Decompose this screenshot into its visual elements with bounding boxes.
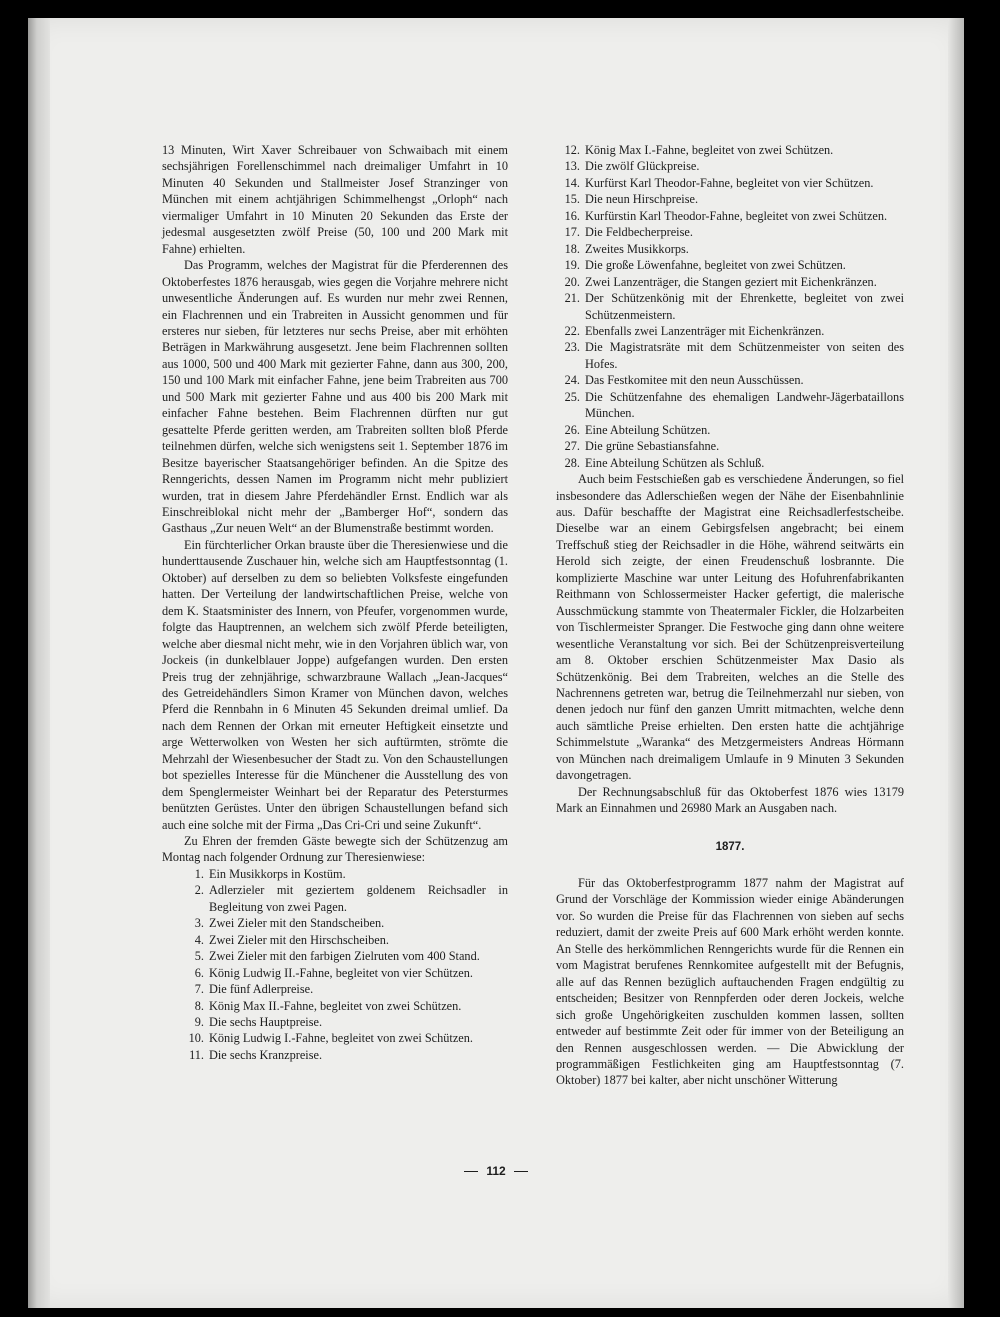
footer-dash-left <box>464 1171 478 1172</box>
list-item: 19. Die große Löwenfahne, begleitet von zwei Schützen. <box>564 258 846 273</box>
list-item: 21. Der Schützenkönig mit der Ehrenkette, begleitet von zwei Schützenmeistern. <box>564 291 904 322</box>
list-item: 27. Die grüne Sebastiansfahne. <box>564 439 720 454</box>
page-binding-edge <box>28 18 50 1308</box>
list-item: 23. Die Magistratsräte mit dem Schützenmeister von seiten des Hofes. <box>564 340 904 371</box>
paragraph: Das Programm, welches der Magistrat für die Pferderennen des Oktoberfestes 1876 herausgab, wies gegen die Vorjahre mehrere nicht unwesentliche Änderungen auf. Es wurden nur mehr zwei Rennen, ein Flachrennen und ein Trabreiten in Aussicht genommen und für ersteres nur sieben, für letzteres nur sechs Preise, aber mit erhöhten Beträgen in Markwährung ausgesetzt. Jene beim Flachrennen sollten aus 1000, 500 und 400 Mark mit gezierter Fahne, dann aus 300, 200, 150 und 100 Mark mit einfacher Fahne, jene beim Trabreiten aus 700 und 500 Mark mit gezierter Fahne und aus 400 bis 200 Mark mit einfacher Fahne bestehen. Beim Flachrennen dürften nur gut gesattelte Pferde geritten werden, am Trabreiten sollten bloß Pferde teilnehmen dürfen, welche sich wenigstens seit 1. September 1876 im Besitze bayerischer Staatsangehöriger befinden. An die Spitze des Renngerichts, dessen Namen im Programm nicht mehr publiziert wurden, trat in diesem Jahre Pferdehändler Ernst. Endlich war als Einschreiblokal nicht mehr der „Bamberger Hof“, sondern das Gasthaus „Zur neuen Welt“ an der Blumenstraße bestimmt worden. <box>162 258 508 536</box>
page-outer-edge <box>948 18 964 1308</box>
list-item: 8. König Max II.-Fahne, begleitet von zwei Schützen. <box>194 998 462 1013</box>
list-item: 18. Zweites Musikkorps. <box>564 241 689 256</box>
list-item: 15. Die neun Hirschpreise. <box>564 192 699 207</box>
list-item: 4. Zwei Zieler mit den Hirschscheiben. <box>194 932 389 947</box>
list-item: 16. Kurfürstin Karl Theodor-Fahne, begleitet von zwei Schützen. <box>564 208 888 223</box>
section-heading: 1877. <box>715 840 745 853</box>
paragraph: Auch beim Festschießen gab es verschiedene Änderungen, so fiel insbesondere das Adlerschießen wegen der Nähe der Eisenbahnlinie aus. Dafür beschaffte der Magistrat eine Reichsadlerfestscheibe. Dieselbe war an einem Gebirgsfelsen angebracht; bei einem Treffschuß stieg der Reichsadler in die Höhe, während seitwärts ein Herold sich zeigte, der einen Freudenschuß losbrannte. Die komplizierte Maschine war unter Leitung des Hofuhrenfabrikanten Reithmann von Schlossermeister Hacker gefertigt, die malerische Ausschmückung stammte von Theatermaler Fickler, die Holzarbeiten von Tischlermeister Spranger. Die Festwoche ging dann ohne weitere wesentliche Veranstaltung vor sich. Bei der Schützenpreisverteilung am 8. Oktober erschien Schützenmeister Max Dasio als Schützenkönig. Bei dem Trabreiten, welches an die Stelle des Nachrennens getreten war, betrug die Teilnehmerzahl nur sieben, von denen jedoch nur fünf den ganzen Umritt mitmachten, welche denn auch sämtliche Preise erhielten. Den ersten hatte die achtjährige Schimmelstute „Waranka“ des Metzgermeisters Andreas Hörmann von München nach dreimaligem Umlaufe in 9 Minuten 3 Sekunden davongetragen. <box>556 472 904 783</box>
procession-list <box>162 866 508 1063</box>
list-item: 3. Zwei Zieler mit den Standscheiben. <box>194 916 385 931</box>
list-item: 25. Die Schützenfahne des ehemaligen Landwehr-Jägerbataillons München. <box>564 389 904 421</box>
footer-dash-right <box>514 1171 528 1172</box>
list-item: 10. König Ludwig I.-Fahne, begleitet von zwei Schützen. <box>188 1031 473 1046</box>
list-item: 7. Die fünf Adlerpreise. <box>194 982 314 997</box>
page-number: 112 <box>486 1164 506 1178</box>
list-item: 12. König Max I.-Fahne, begleitet von zwei Schützen. <box>564 143 834 157</box>
list-item: 13. Die zwölf Glückpreise. <box>564 159 700 174</box>
paragraph: Ein fürchterlicher Orkan brauste über die Theresienwiese und die hunderttausende Zuschauer hin, welche sich am Hauptfestsonntag (1. Oktober) auf derselben zu dem so beliebten Volksfeste eingefunden hatten. Der Verteilung der landwirtschaftlichen Preise, welche von dem K. Staatsminister des Innern, von Pfeufer, vorgenommen wurde, folgte das Hauptrennen, an welchem sich zwölf Pferde beteiligten, welche aber diesmal nicht mehr, wie in den Vorjahren üblich war, von Jockeis (in dunkelblauer Joppe) aufgefangen wurden. Den ersten Preis trug der zehnjährige, schwarzbraune Wallach „Jean-Jacques“ des Getreidehändlers Simon Kramer von München davon, welches Pferd die Rennbahn in 6 Minuten 45 Sekunden dreimal umlief. Da nach dem Rennen der Orkan mit erneuter Heftigkeit einsetzte und arge Wetterwolken von Westen her sich auftürmten, strömte die Mehrzahl der Wiesenbesucher der Stadt zu. Von den Schaustellungen bot spezielles Interesse für die Münchener die Ausstellung des von dem Spenglermeister Weinhart bei der Reparatur des Petersturmes benützten Gerüstes. Unter den übrigen Schaustellungen befand sich auch eine solche mit der Firma „Das Cri-Cri und seine Zukunft“. <box>162 537 508 832</box>
page-footer <box>28 1164 964 1178</box>
list-item: 17. Die Feldbecherpreise. <box>564 225 693 240</box>
list-item: 14. Kurfürst Karl Theodor-Fahne, begleitet von vier Schützen. <box>564 175 874 190</box>
paragraph: 13 Minuten, Wirt Xaver Schreibauer von Schwaibach mit einem sechsjährigen Forellenschimmel nach dreimaliger Umfahrt in 10 Minuten 40 Sekunden und Stallmeister Josef Stranzinger von München mit einem achtjährigen Schimmelhengst „Orloph“ nach viermaliger Umfahrt in 10 Minuten 20 Sekunden das Erste der jedesmal ausgesetzten zwölf Preise (50, 100 und 200 Mark mit Fahne) erhielten. <box>162 143 508 256</box>
list-item: 24. Das Festkomitee mit den neun Ausschüssen. <box>564 373 804 388</box>
paragraph: Der Rechnungsabschluß für das Oktoberfest 1876 wies 13179 Mark an Einnahmen und 26980 Mark an Ausgaben nach. <box>556 784 904 816</box>
list-item: 1. Ein Musikkorps in Kostüm. <box>194 866 346 881</box>
list-item: 28. Eine Abteilung Schützen als Schluß. <box>564 455 765 470</box>
paragraph: Für das Oktoberfestprogramm 1877 nahm der Magistrat auf Grund der Vorschläge der Kommission wieder einige Abänderungen vor. So wurden die Preise für das Flachrennen von sieben auf sechs reduziert, damit der zweite Preis auf 600 Mark erhöht werden konnte. An Stelle des herkömmlichen Renngerichts wurde für die Rennen ein vom Magistrat berufenes Rennkomitee aufgestellt mit der Befugnis, alle auf das Rennen bezüglich auftauchenden Fragen endgültig zu entscheiden; Besitzer von Rennpferden oder deren Jockeis, welche sich große Ungehörigkeiten zuschulden kommen lassen, sollten entweder auf bestimmte Zeit oder für immer von der Beteiligung an den Rennen ausgeschlossen werden. — Die Abwicklung der programmäßigen Festlichkeiten ging am Hauptfestsonntag (7. Oktober) 1877 bei kalter, aber nicht unschöner Witterung <box>556 876 904 1088</box>
list-item: 9. Die sechs Hauptpreise. <box>194 1015 323 1030</box>
list-item: 5. Zwei Zieler mit den farbigen Zielruten vom 400 Stand. <box>194 949 480 964</box>
book-page <box>28 18 964 1308</box>
list-item: 26. Eine Abteilung Schützen. <box>564 422 711 437</box>
list-item: 20. Zwei Lanzenträger, die Stangen geziert mit Eichenkränzen. <box>564 274 877 289</box>
list-item: 2. Adlerzieler mit geziertem goldenem Reichsadler in Begleitung von zwei Pagen. <box>194 883 508 914</box>
list-item: 11. Die sechs Kranzpreise. <box>189 1047 323 1062</box>
list-item: 6. König Ludwig II.-Fahne, begleitet von vier Schützen. <box>194 965 473 980</box>
paragraph: Zu Ehren der fremden Gäste bewegte sich der Schützenzug am Montag nach folgender Ordnung zur Theresienwiese: <box>162 834 508 865</box>
procession-list-continued <box>556 142 904 471</box>
list-item: 22. Ebenfalls zwei Lanzenträger mit Eichenkränzen. <box>564 323 825 338</box>
right-column <box>556 142 904 1089</box>
left-column <box>162 142 508 1063</box>
